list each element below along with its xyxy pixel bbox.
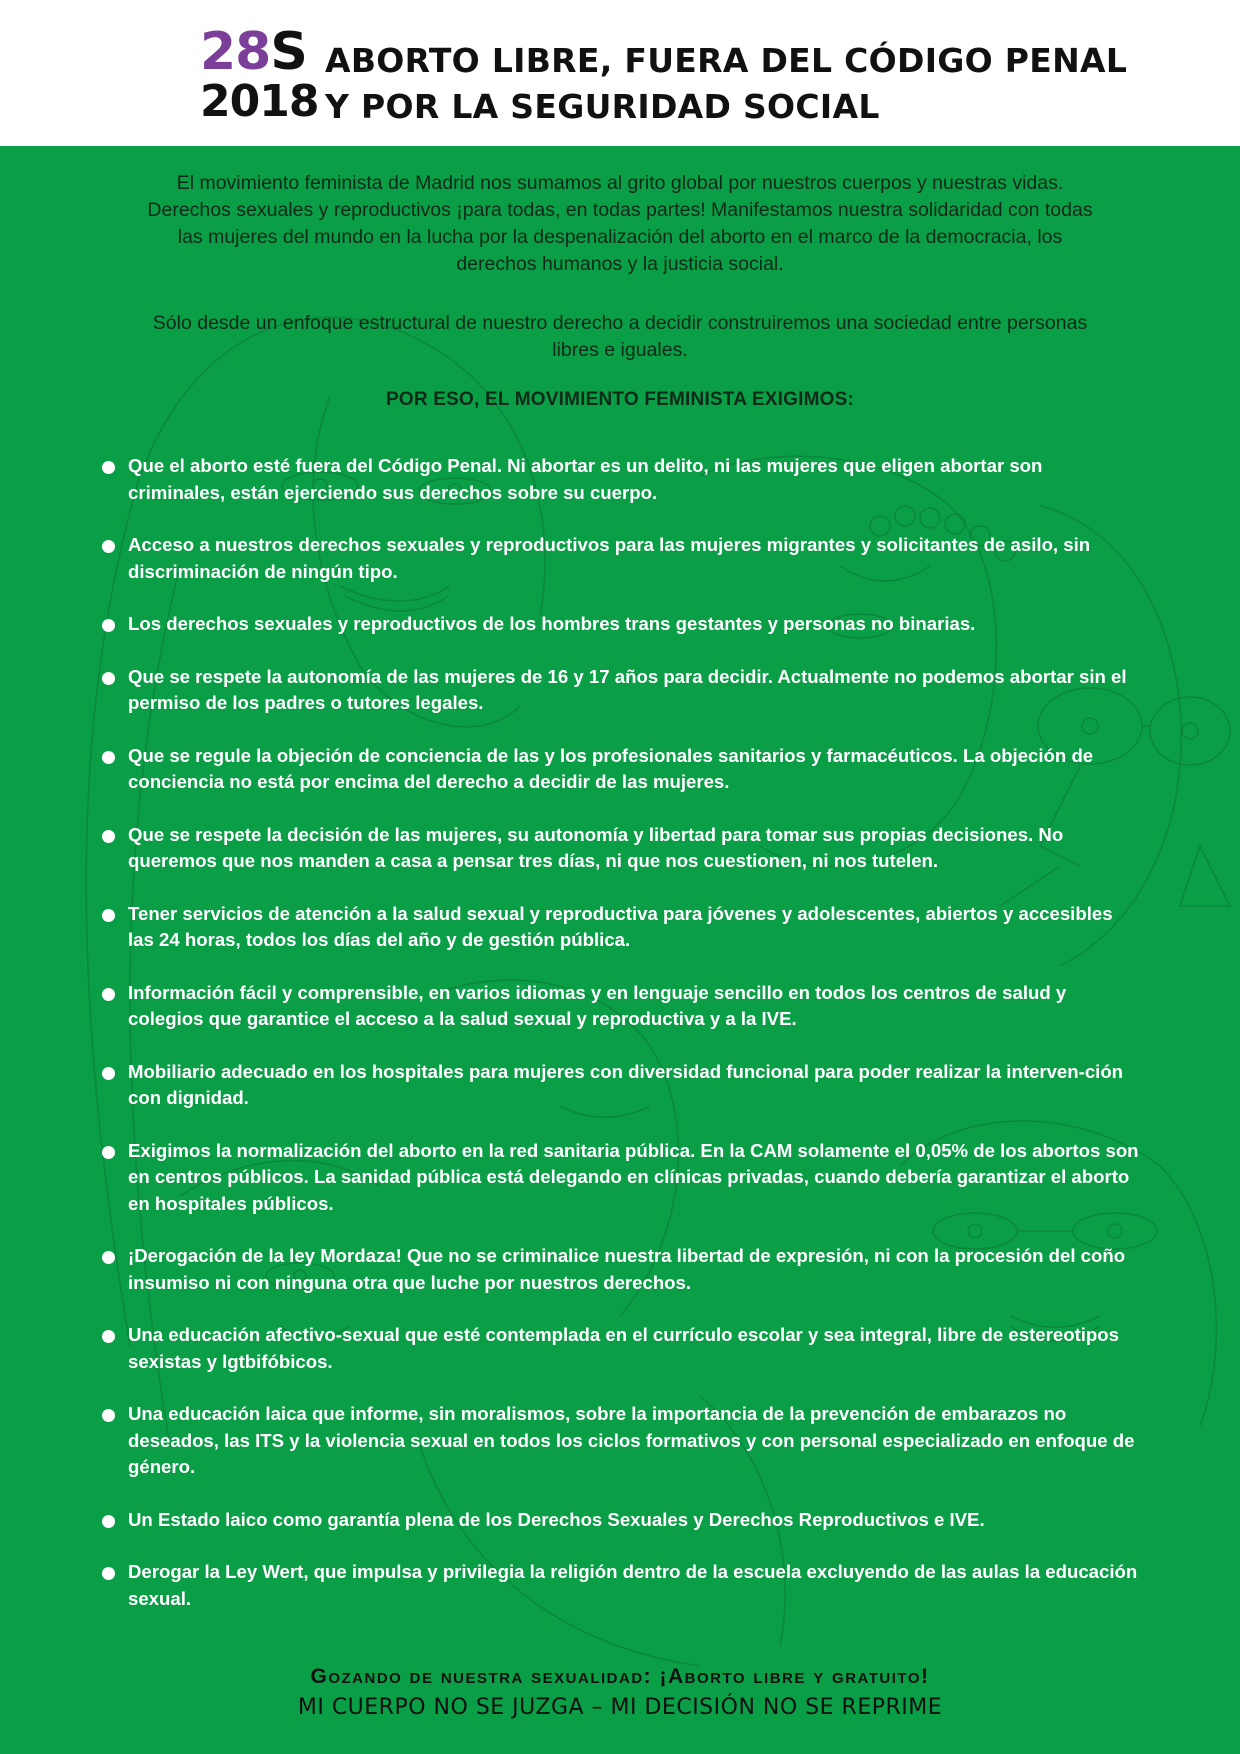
- bullet-icon: [102, 672, 115, 685]
- footer-slogan-2: MI CUERPO NO SE JUZGA – MI DECISIÓN NO SE REPRIME: [297, 1695, 943, 1720]
- date-block: [200, 22, 319, 127]
- bullet-icon: [102, 909, 115, 922]
- list-item: [100, 1559, 1140, 1612]
- intro-paragraph-2: Sólo desde un enfoque estructural de nuestro derecho a decidir construiremos una sociedad entre personas libres e iguales.: [152, 312, 1088, 361]
- bullet-icon: [102, 751, 115, 764]
- demand-text: Tener servicios de atención a la salud sexual y reproductiva para jóvenes y adolescentes, abiertos y accesibles las 24 horas, todos los días del año y de gestión pública.: [128, 902, 1113, 950]
- demand-text: Acceso a nuestros derechos sexuales y reproductivos para las mujeres migrantes y solicitantes de asilo, sin discriminación de ningún tipo.: [128, 534, 1091, 582]
- list-item: [100, 980, 1140, 1033]
- demand-text: Derogar la Ley Wert, que impulsa y privilegia la religión dentro de la escuela excluyendo de las aulas la educación sexual.: [128, 1561, 1138, 1609]
- bullet-icon: [102, 1067, 115, 1080]
- demand-text: Exigimos la normalización del aborto en la red sanitaria pública. En la CAM solamente el 0,05% de los abortos son en centros públicos. La sanidad pública está delegando en clínicas privadas, cuando debería garantizar el aborto en hospitales públicos.: [128, 1139, 1139, 1214]
- main-panel: [0, 146, 1240, 1754]
- demand-text: Una educación laica que informe, sin moralismos, sobre la importancia de la prevención de embarazos no deseados, las ITS y la violencia sexual en todos los ciclos formativos y con personal especializado en enfoque de género.: [128, 1403, 1135, 1477]
- demand-text: Que se respete la decisión de las mujeres, su autonomía y libertad para tomar sus propias decisiones. No queremos que nos manden a casa a pensar tres días, ni que nos cuestionen, ni nos tutelen.: [128, 823, 1064, 871]
- demand-text: Que se regule la objeción de conciencia de las y los profesionales sanitarios y farmacéuticos. La objeción de conciencia no está por encima del derecho a decidir de las mujeres.: [128, 744, 1094, 792]
- list-item: [100, 611, 1140, 638]
- list-item: [100, 1322, 1140, 1375]
- list-item: [100, 453, 1140, 506]
- footer-slogan-1: Gozando de nuestra sexualidad: ¡Aborto libre y gratuito!: [310, 1665, 930, 1688]
- bullet-icon: [102, 1330, 115, 1343]
- demand-text: Que se respete la autonomía de las mujeres de 16 y 17 años para decidir. Actualmente no podemos abortar sin el permiso de los padres o tutores legales.: [128, 665, 1127, 713]
- demand-text: Mobiliario adecuado en los hospitales para mujeres con diversidad funcional para poder realizar la interven-ción con dignidad.: [128, 1060, 1124, 1108]
- bullet-icon: [102, 988, 115, 1001]
- bullet-icon: [102, 1515, 115, 1528]
- bullet-icon: [102, 1409, 115, 1422]
- bullet-icon: [102, 1567, 115, 1580]
- list-item: [100, 1138, 1140, 1218]
- demand-text: Una educación afectivo-sexual que esté contemplada en el currículo escolar y sea integral, libre de estereotipos sexistas y lgtbifóbicos.: [128, 1324, 1119, 1372]
- list-item: [100, 1243, 1140, 1296]
- date-day: [200, 22, 318, 82]
- demands-heading: POR ESO, EL MOVIMIENTO FEMINISTA EXIGIMOS:: [386, 389, 854, 410]
- header: [0, 0, 1240, 146]
- list-item: [100, 664, 1140, 717]
- list-item: [100, 901, 1140, 954]
- list-item: [100, 1401, 1140, 1481]
- demand-text: Un Estado laico como garantía plena de los Derechos Sexuales y Derechos Reproductivos e IVE.: [128, 1508, 985, 1530]
- title-line-1: ABORTO LIBRE, FUERA DEL CÓDIGO PENAL: [325, 41, 1128, 80]
- list-item: [100, 1059, 1140, 1112]
- list-item: [100, 532, 1140, 585]
- date-day-number: 28: [200, 22, 271, 82]
- list-item: [100, 1507, 1140, 1534]
- title-line-2: Y POR LA SEGURIDAD SOCIAL: [325, 87, 880, 126]
- list-item: [100, 822, 1140, 875]
- demand-text: Que el aborto esté fuera del Código Penal. Ni abortar es un delito, ni las mujeres que eligen abortar son criminales, están ejerciendo sus derechos sobre su cuerpo.: [128, 455, 1043, 503]
- date-year: 2018: [200, 76, 319, 127]
- date-day-letter: S: [270, 22, 307, 82]
- bullet-icon: [102, 1146, 115, 1159]
- bullet-icon: [102, 1251, 115, 1264]
- bullet-icon: [102, 619, 115, 632]
- demands-list: [100, 453, 1140, 1638]
- bullet-icon: [102, 461, 115, 474]
- bullet-icon: [102, 540, 115, 553]
- bullet-icon: [102, 830, 115, 843]
- list-item: [100, 743, 1140, 796]
- demand-text: Información fácil y comprensible, en varios idiomas y en lenguaje sencillo en todos los centros de salud y colegios que garantice el acceso a la salud sexual y reproductiva y a la IVE.: [128, 981, 1067, 1029]
- demand-text: ¡Derogación de la ley Mordaza! Que no se criminalice nuestra libertad de expresión, ni con la procesión del coño insumiso ni con ninguna otra que luche por nuestros derechos.: [128, 1245, 1126, 1293]
- page-title: [325, 38, 1127, 130]
- intro-paragraph-1: El movimiento feminista de Madrid nos sumamos al grito global por nuestros cuerpos y nuestras vidas. Derechos sexuales y reproductivos ¡para todas, en todas partes! Manifestamos nuestra solidaridad con todas las mujeres del mundo en la lucha por la despenalización del aborto en el marco de la democracia, los derechos humanos y la justicia social.: [147, 172, 1093, 275]
- demand-text: Los derechos sexuales y reproductivos de los hombres trans gestantes y personas no binarias.: [128, 613, 976, 634]
